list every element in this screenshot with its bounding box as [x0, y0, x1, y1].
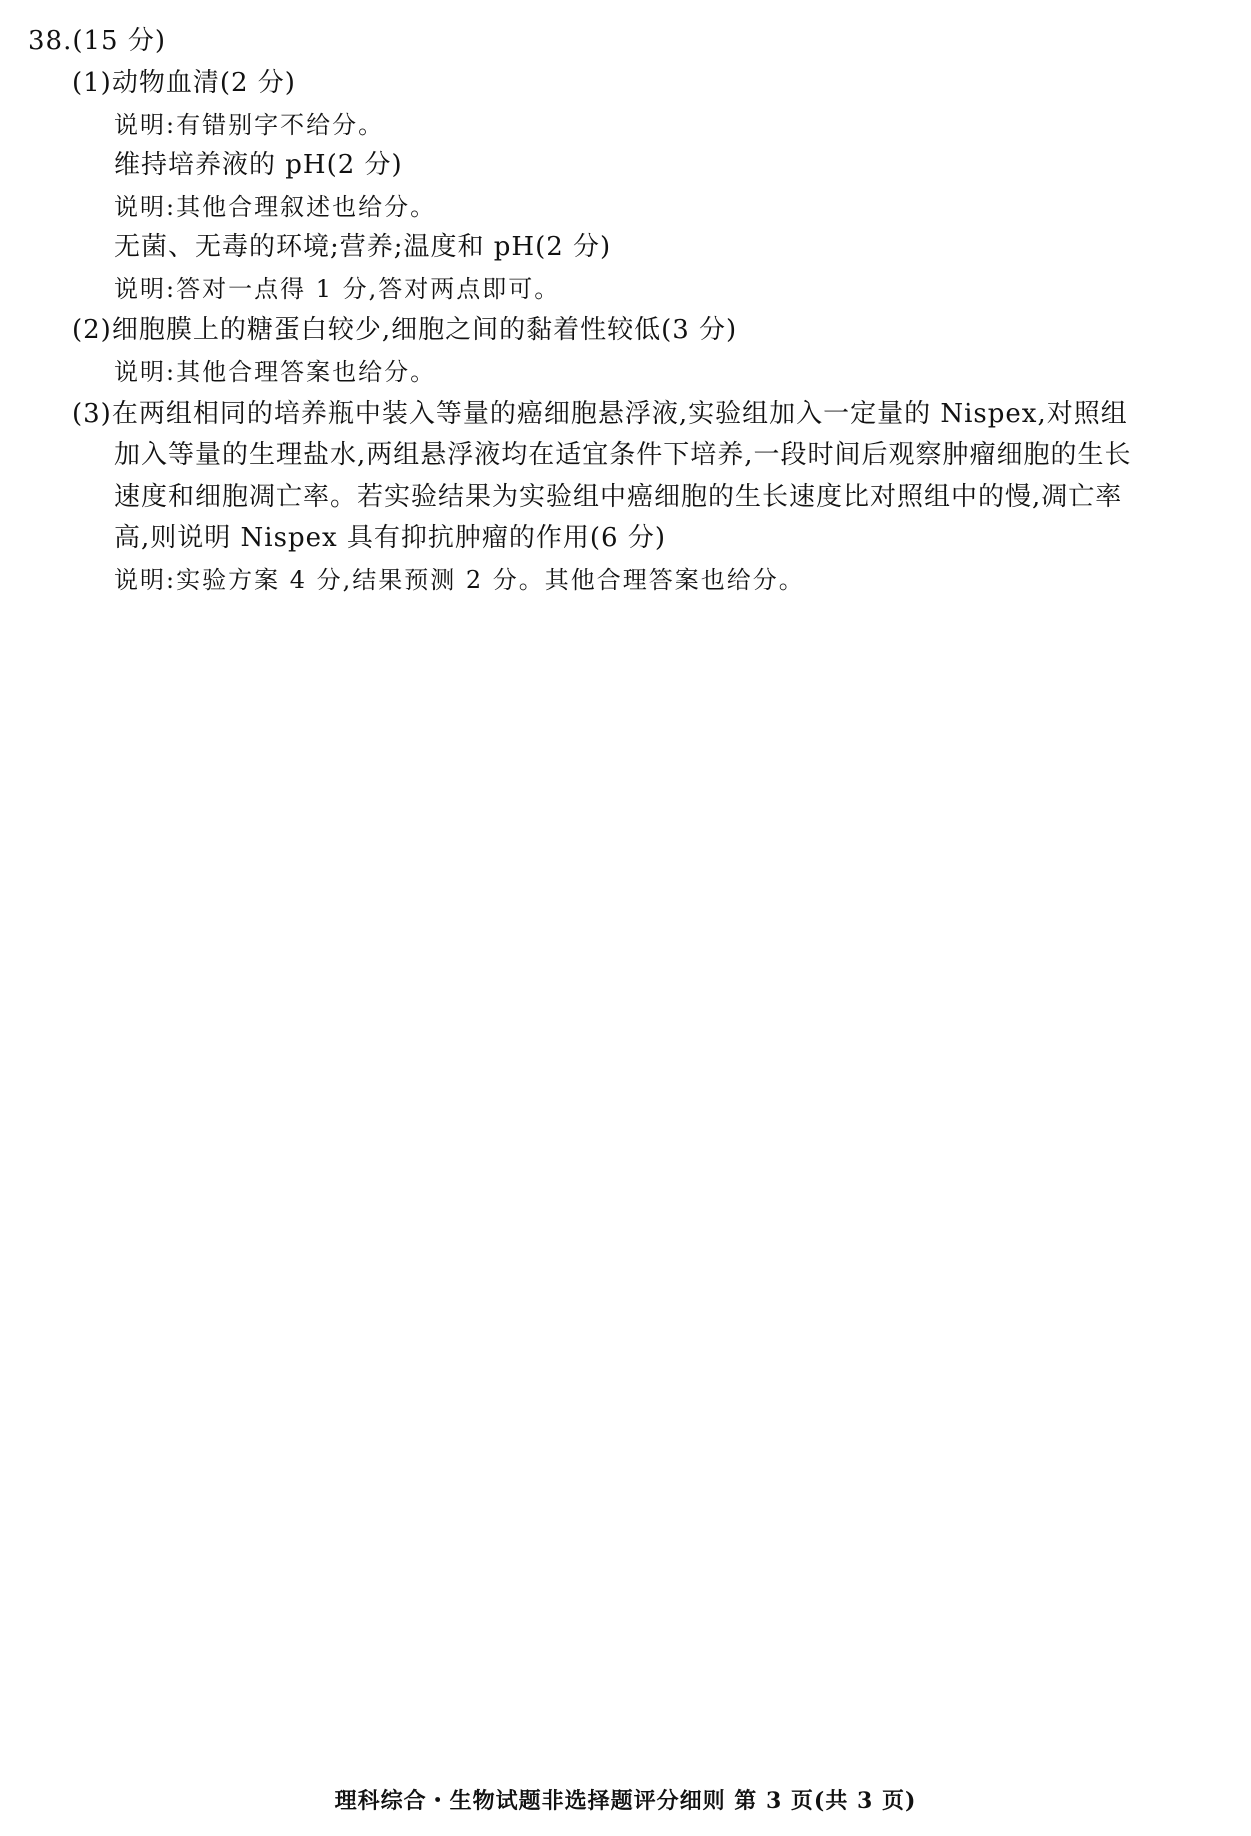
part1-note-2: 说明:其他合理叙述也给分。	[114, 193, 437, 221]
part1-note-1: 说明:有错别字不给分。	[114, 111, 385, 139]
part1-answer: (1)动物血清(2 分)	[72, 68, 296, 98]
part1-answer-3: 无菌、无毒的环境;营养;温度和 pH(2 分)	[114, 232, 612, 262]
part2-answer: (2)细胞膜上的糖蛋白较少,细胞之间的黏着性较低(3 分)	[72, 315, 738, 345]
part2-note: 说明:其他合理答案也给分。	[114, 358, 437, 386]
question-title: 38.(15 分)	[28, 26, 166, 56]
part3-answer-line-1: (3)在两组相同的培养瓶中装入等量的癌细胞悬浮液,实验组加入一定量的 Nispex,对照组	[72, 399, 1128, 429]
part3-answer-line-3: 速度和细胞凋亡率。若实验结果为实验组中癌细胞的生长速度比对照组中的慢,凋亡率	[114, 482, 1123, 512]
part3-answer-line-4: 高,则说明 Nispex 具有抑抗肿瘤的作用(6 分)	[114, 523, 666, 553]
part3-answer-line-2: 加入等量的生理盐水,两组悬浮液均在适宜条件下培养,一段时间后观察肿瘤细胞的生长	[114, 440, 1132, 470]
page-footer: 理科综合・生物试题非选择题评分细则 第 3 页(共 3 页)	[334, 1788, 917, 1814]
part3-note: 说明:实验方案 4 分,结果预测 2 分。其他合理答案也给分。	[114, 566, 805, 594]
part1-answer-2: 维持培养液的 pH(2 分)	[114, 150, 403, 180]
part1-note-3: 说明:答对一点得 1 分,答对两点即可。	[114, 275, 561, 303]
